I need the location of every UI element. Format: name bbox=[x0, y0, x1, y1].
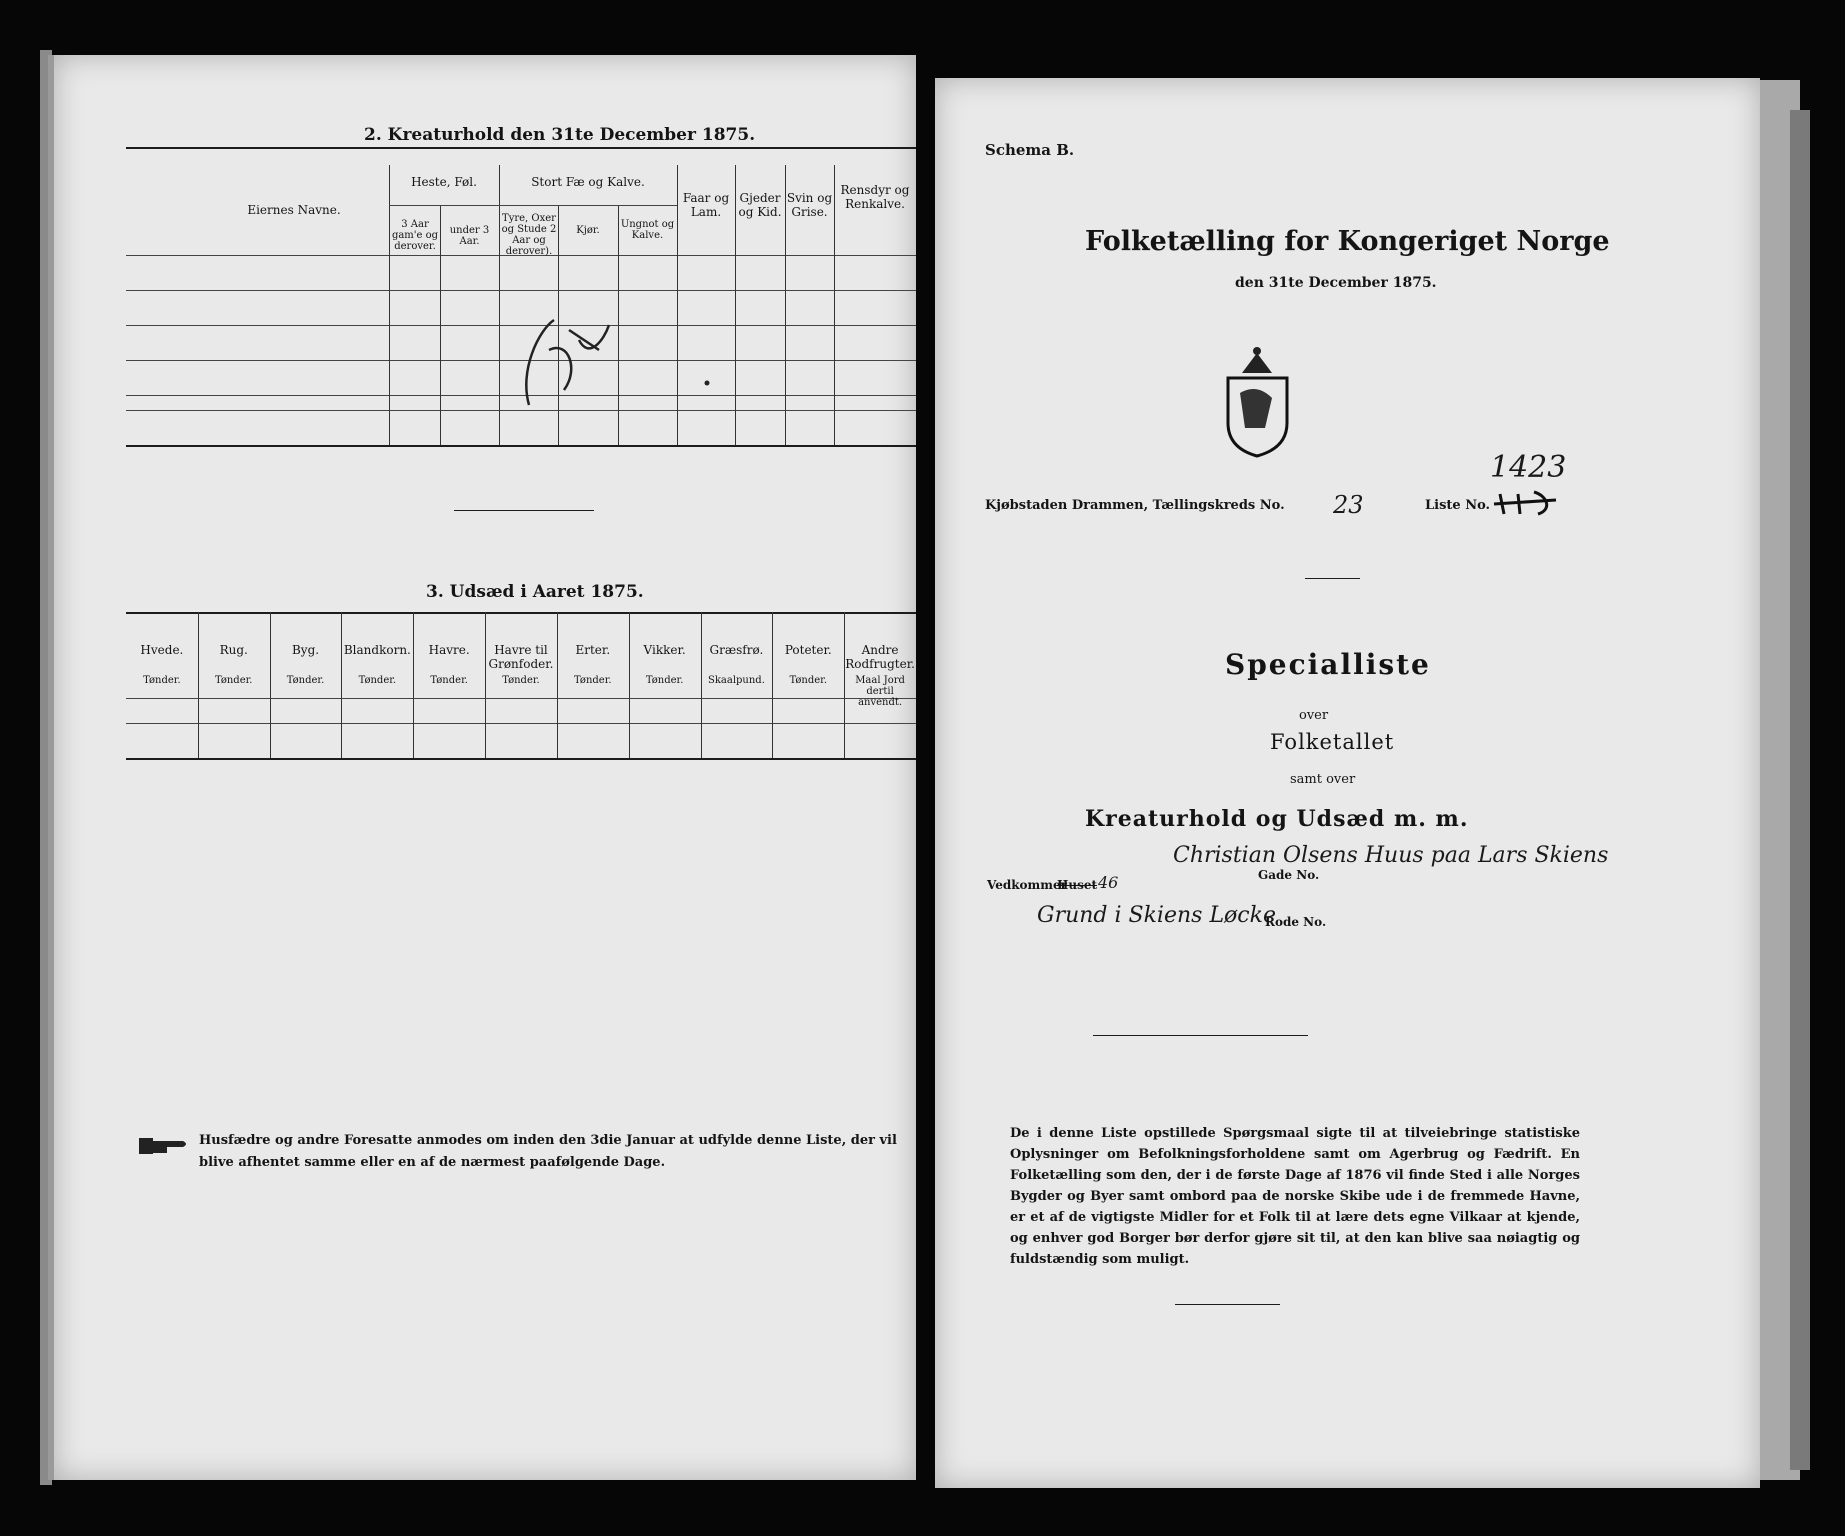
huset-struck-label: Huset bbox=[1057, 878, 1097, 892]
col-owner-name: Eiernes Navne. bbox=[247, 203, 341, 217]
table3-col-header: Rug. bbox=[219, 643, 248, 657]
liste-struck-number bbox=[1490, 490, 1560, 516]
table3-bottom-rule bbox=[126, 758, 916, 760]
col-goats: Gjeder og Kid. bbox=[738, 191, 782, 219]
liste-label: Liste No. bbox=[1425, 498, 1491, 513]
vedkommer-label: Vedkommer bbox=[987, 878, 1067, 892]
schema-label: Schema B. bbox=[985, 141, 1075, 159]
table3-col-header: Byg. bbox=[291, 643, 320, 657]
specialliste-heading: Specialliste bbox=[1225, 648, 1431, 681]
right-page bbox=[935, 78, 1760, 1488]
long-rule-right bbox=[1093, 1035, 1308, 1036]
bottom-rule-right bbox=[1175, 1304, 1280, 1305]
col-horses-3yr: 3 Aar gam'e og derover. bbox=[391, 219, 439, 252]
kreaturhold-text: Kreaturhold og Udsæd m. m. bbox=[1085, 806, 1469, 832]
table3-top-rule bbox=[126, 612, 916, 614]
table3-col-header: Hvede. bbox=[140, 643, 184, 657]
col-horses-group: Heste, Føl. bbox=[411, 175, 477, 189]
table2-bottom-rule bbox=[126, 445, 916, 447]
table2-row-rule bbox=[126, 290, 916, 291]
table3-col-unit: Skaalpund. bbox=[707, 675, 765, 686]
col-horses-under3: under 3 Aar. bbox=[449, 225, 490, 247]
table3-col-unit: Tønder. bbox=[645, 675, 684, 686]
handwritten-owner-line: Christian Olsens Huus paa Lars Skiens bbox=[1173, 843, 1609, 868]
liste-number: 1423 bbox=[1490, 450, 1567, 485]
table2-col-divider bbox=[389, 165, 390, 445]
col-reindeer: Rensdyr og Renkalve. bbox=[840, 183, 910, 211]
footnote-text: Husfædre og andre Foresatte anmodes om inden den 3die Januar at udfylde denne Liste, der vil blive afhentet samme eller en af de nærmest paafølgende Dage. bbox=[199, 1133, 897, 1170]
table3-col-unit: Tønder. bbox=[502, 675, 540, 686]
col-sheep: Faar og Lam. bbox=[682, 191, 730, 219]
district-number: 23 bbox=[1333, 491, 1364, 519]
coat-of-arms-icon bbox=[1220, 343, 1295, 458]
pointing-hand-icon bbox=[139, 1135, 189, 1157]
section3-title: 3. Udsæd i Aaret 1875. bbox=[426, 582, 644, 602]
table3-col-unit: Tønder. bbox=[214, 675, 253, 686]
table3-col-unit: Maal Jord dertil anvendt. bbox=[855, 675, 905, 708]
table2-top-rule bbox=[126, 147, 916, 149]
footer-paragraph: De i denne Liste opstillede Spørgsmaal sigte til at tilveiebringe statistiske Oplysninger om Befolkningsforholdene samt om Agerbrug og Fædrift. En Folketælling som den, der i de første Dage af 1876 vil finde Sted i alle Norges Bygder og Byer samt ombord paa de norske Skibe ude i de fremmede Havne, er et af de vigtigste Midler for et Folk til at lære dets egne Vilkaar at kjende, og enhver god Borger bør derfor gjøre sit til, at den kan blive saa nøiagtig og fuldstændig som muligt. bbox=[1010, 1126, 1580, 1267]
table3-header-rule bbox=[126, 698, 916, 699]
over-text: over bbox=[1299, 708, 1329, 723]
table3-col-header: Blandkorn. bbox=[343, 643, 411, 657]
col-cattle-young: Ungnot og Kalve. bbox=[620, 219, 675, 241]
folketallet-text: Folketallet bbox=[1270, 730, 1395, 754]
handwritten-ground-line: Grund i Skiens Løcke bbox=[1037, 903, 1276, 928]
district-line: Kjøbstaden Drammen, Tællingskreds No. bbox=[985, 498, 1285, 513]
cattle-group-rule bbox=[499, 205, 677, 206]
rode-no-label: Rode No. bbox=[1265, 915, 1327, 929]
right-page-stack-edge-2 bbox=[1790, 110, 1810, 1470]
table3-col-header: Havre til Grønfoder. bbox=[488, 643, 554, 671]
table3-col-unit: Tønder. bbox=[358, 675, 397, 686]
table3-col-unit: Tønder. bbox=[574, 675, 612, 686]
census-title: Folketælling for Kongeriget Norge bbox=[1085, 226, 1610, 257]
col-cattle-cows: Kjør. bbox=[576, 225, 600, 236]
section2-title: 2. Kreaturhold den 31te December 1875. bbox=[364, 125, 756, 145]
col-cattle-group: Stort Fæ og Kalve. bbox=[531, 175, 645, 189]
table3-col-unit: Tønder. bbox=[286, 675, 325, 686]
table2-col-divider bbox=[499, 165, 500, 445]
col-pigs: Svin og Grise. bbox=[786, 191, 833, 219]
table3-col-unit: Tønder. bbox=[143, 675, 181, 686]
table3-row-rule bbox=[126, 723, 916, 724]
col-cattle-bulls: Tyre, Oxer og Stude 2 Aar og derover). bbox=[501, 213, 557, 257]
horses-group-rule bbox=[389, 205, 499, 206]
table3-col-unit: Tønder. bbox=[789, 675, 828, 686]
handwritten-scribble bbox=[509, 310, 619, 420]
house-number: 46 bbox=[1098, 873, 1119, 892]
census-date: den 31te December 1875. bbox=[1235, 275, 1437, 291]
table3-col-header: Andre Rodfrugter. bbox=[845, 643, 915, 671]
table3-col-header: Erter. bbox=[575, 643, 611, 657]
table3-col-header: Havre. bbox=[428, 643, 470, 657]
table3-col-header: Vikker. bbox=[643, 643, 686, 657]
short-rule-right bbox=[1305, 578, 1360, 579]
gade-no-label: Gade No. bbox=[1258, 868, 1320, 882]
samt-over-text: samt over bbox=[1290, 772, 1356, 787]
table3-col-header: Græsfrø. bbox=[709, 643, 764, 657]
table3-col-header: Poteter. bbox=[784, 643, 832, 657]
table3-col-unit: Tønder. bbox=[430, 675, 468, 686]
short-separator bbox=[454, 510, 594, 511]
left-page bbox=[48, 55, 916, 1480]
ink-dot bbox=[704, 380, 710, 386]
